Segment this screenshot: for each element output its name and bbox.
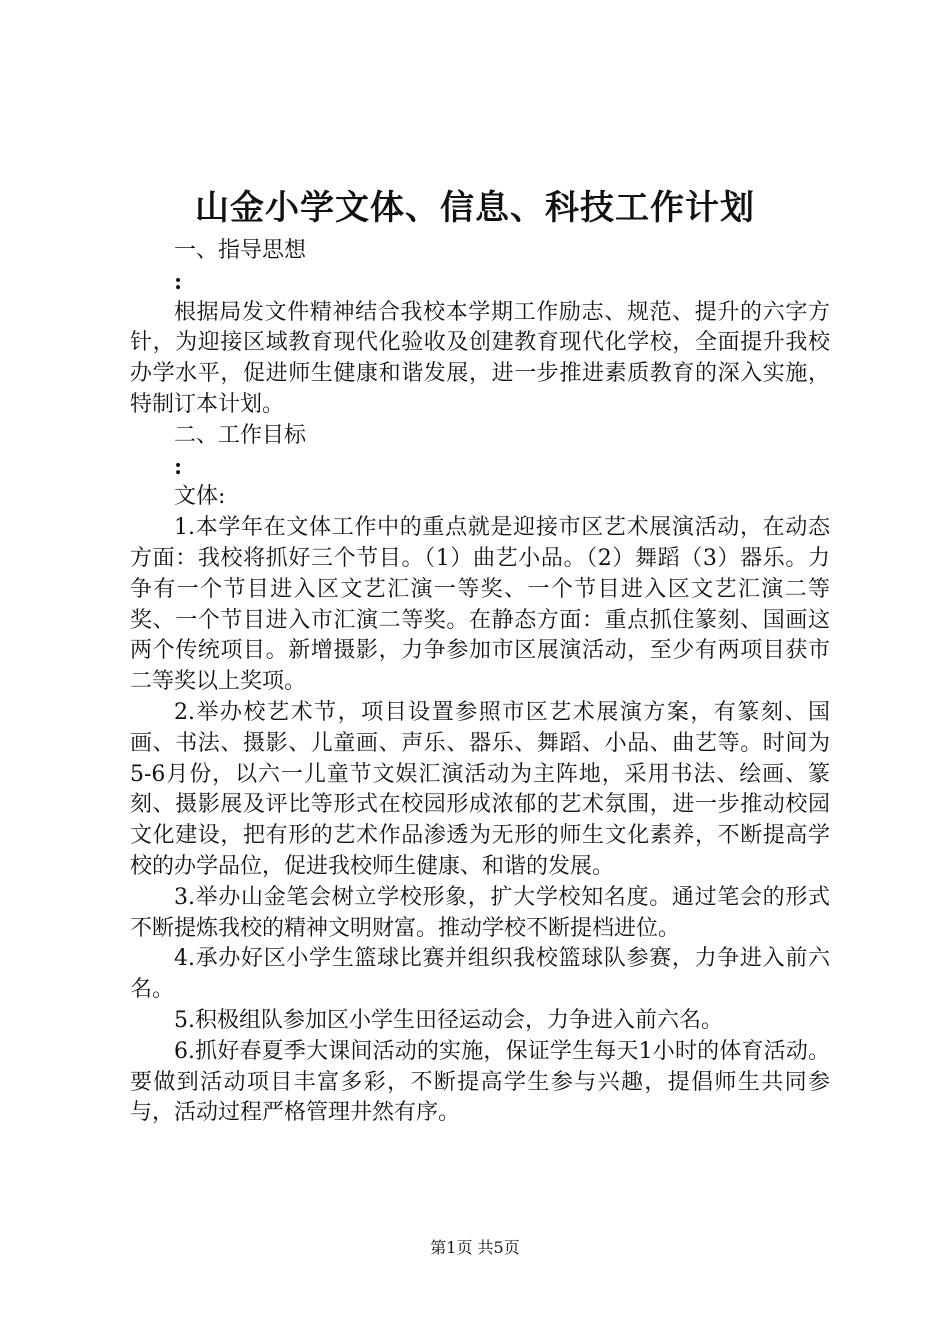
list-item-1: 1.本学年在文体工作中的重点就是迎接市区艺术展演活动，在动态方面：我校将抓好三个节目。（1）曲艺小品。（2）舞蹈（3）器乐。力争有一个节目进入区文艺汇演一等奖、一个节目进入区文艺汇演二等奖、一个节目进入市汇演二等奖。在静态方面：重点抓住篆刻、国画这两个传统项目。新增摄影，力争参加市区展演活动，至少有两项目获市二等奖以上奖项。	[130, 515, 830, 695]
list-item-6: 6.抓好春夏季大课间活动的实施，保证学生每天1小时的体育活动。要做到活动项目丰富多彩，不断提高学生参与兴趣，提倡师生共同参与，活动过程严格管理井然有序。	[130, 1038, 830, 1126]
document-body	[130, 236, 830, 1129]
list-item-2: 2.举办校艺术节，项目设置参照市区艺术展演方案，有篆刻、国画、书法、摄影、儿童画、声乐、器乐、舞蹈、小品、曲艺等。时间为5-6月份，以六一儿童节文娱汇演活动为主阵地，采用书法、绘画、篆刻、摄影展及评比等形式在校园形成浓郁的艺术氛围，进一步推动校园文化建设，把有形的艺术作品渗透为无形的师生文化素养，不断提高学校的办学品位，促进我校师生健康、和谐的发展。	[130, 699, 830, 879]
section-colon-goals: :	[174, 453, 183, 480]
list-item-4: 4.承办好区小学生篮球比赛并组织我校篮球队参赛，力争进入前六名。	[130, 946, 830, 1003]
list-item-5: 5.积极组队参加区小学生田径运动会，力争进入前六名。	[174, 1007, 723, 1033]
section-heading-guiding: 一、指导思想	[174, 238, 307, 263]
paragraph-guiding: 根据局发文件精神结合我校本学期工作励志、规范、提升的六字方针，为迎接区域教育现代化验收及创建教育现代化学校，全面提升我校办学水平，促进师生健康和谐发展，进一步推进素质教育的深入实施，特制订本计划。	[130, 299, 830, 417]
document-title: 山金小学文体、信息、科技工作计划	[195, 188, 755, 228]
sports-label: 文体:	[174, 484, 226, 510]
section-heading-goals: 二、工作目标	[174, 422, 307, 448]
page-footer: 第1页 共5页	[430, 1238, 520, 1257]
section-colon-guiding: :	[174, 268, 183, 295]
list-item-3: 3.举办山金笔会树立学校形象，扩大学校知名度。通过笔会的形式不断提炼我校的精神文明财富。推动学校不断提档进位。	[130, 884, 830, 941]
